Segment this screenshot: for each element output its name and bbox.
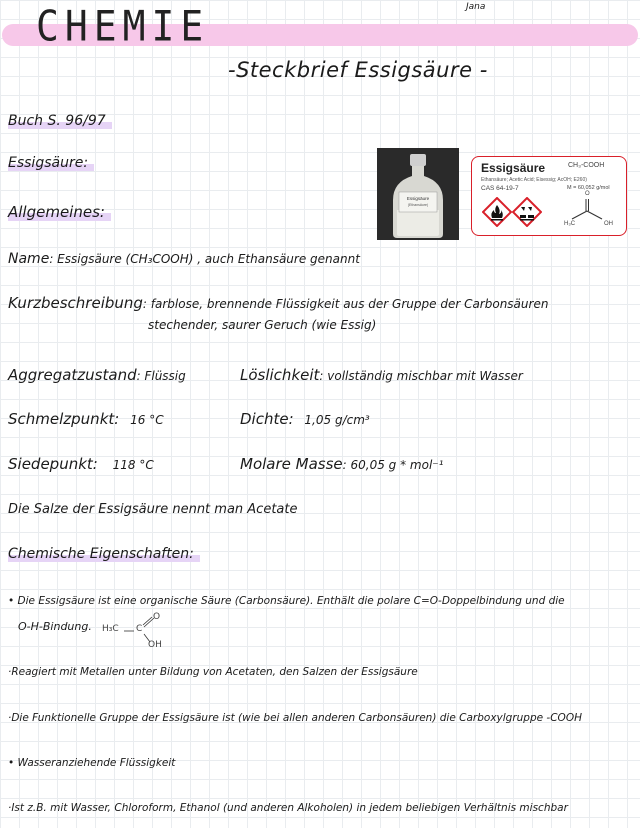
kurzbeschreibung-line bbox=[8, 294, 548, 312]
schmelzpunkt-value: 16 °C bbox=[130, 413, 164, 427]
siedepunkt-label: Siedepunkt: bbox=[8, 455, 98, 473]
bullet-metals: ·Reagiert mit Metallen unter Bildung von Acetaten, den Salzen der Essigsäure bbox=[8, 666, 418, 678]
schmelzpunkt-label: Schmelzpunkt: bbox=[8, 410, 120, 428]
section-chemische-eigenschaften: Chemische Eigenschaften: bbox=[8, 546, 200, 562]
card-synonyms: Ethansäure; Acetic Acid; Eisessig; AcOH; E260) bbox=[481, 177, 587, 183]
card-molar-mass: M = 60,052 g/mol bbox=[567, 185, 610, 191]
bottle-illustration bbox=[377, 148, 459, 240]
siedepunkt-value: 118 °C bbox=[112, 458, 154, 472]
bullet-oh-bond: O-H-Bindung. bbox=[18, 620, 92, 633]
substance-card bbox=[471, 156, 627, 236]
dichte-value: 1,05 g/cm³ bbox=[304, 413, 370, 427]
loeslichkeit-label: Löslichkeit bbox=[240, 366, 320, 384]
siedepunkt bbox=[8, 455, 154, 473]
author-name: Jana bbox=[466, 2, 486, 12]
section-essigsaeure: Essigsäure: bbox=[8, 155, 94, 171]
kurzbeschreibung-label: Kurzbeschreibung bbox=[8, 294, 143, 312]
kurzbeschreibung-line2: stechender, saurer Geruch (wie Essig) bbox=[148, 318, 377, 332]
bullet-organic-acid: • Die Essigsäure ist eine organische Säure (Carbonsäure). Enthält die polare C=O-Doppelbindung und die bbox=[8, 595, 565, 607]
bottle-label-name: Essigsäure bbox=[406, 196, 430, 201]
bottle-photo bbox=[377, 148, 459, 240]
name-value: : Essigsäure (CH₃COOH) , auch Ethansäure genannt bbox=[49, 252, 360, 266]
molare-masse-label: Molare Masse bbox=[240, 455, 343, 473]
aggregatzustand-value: : Flüssig bbox=[136, 369, 186, 383]
aggregatzustand-label: Aggregatzustand bbox=[8, 366, 137, 384]
page-title: CHEMIE bbox=[36, 1, 210, 51]
page-subtitle: -Steckbrief Essigsäure - bbox=[228, 58, 488, 82]
dichte-label: Dichte: bbox=[240, 410, 294, 428]
card-o: O bbox=[585, 191, 590, 197]
bullet-hygroscopic: • Wasseranziehende Flüssigkeit bbox=[8, 757, 176, 769]
structure-h3c: H₃C bbox=[102, 624, 119, 634]
structure-c: C bbox=[136, 624, 143, 634]
card-formula: CH₃-COOH bbox=[568, 162, 605, 169]
bullet-miscibility: ·Ist z.B. mit Wasser, Chloroform, Ethanol (und anderen Alkoholen) in jedem beliebigen Verhältnis mischbar bbox=[8, 802, 568, 814]
card-cas: CAS 64-19-7 bbox=[481, 185, 519, 192]
loeslichkeit bbox=[240, 366, 523, 384]
bottle-label-sub: (Ethansäure) bbox=[407, 203, 429, 207]
name-label: Name bbox=[8, 251, 50, 267]
loeslichkeit-value: : vollständig mischbar mit Wasser bbox=[319, 369, 523, 383]
flame-hazard-icon bbox=[482, 197, 512, 227]
structure-o: O bbox=[153, 612, 161, 622]
name-line bbox=[8, 251, 360, 267]
section-allgemeines: Allgemeines: bbox=[8, 203, 111, 221]
card-h3c: H₃C bbox=[564, 221, 576, 227]
salts-sentence: Die Salze der Essigsäure nennt man Acetate bbox=[8, 502, 298, 517]
molare-masse bbox=[240, 455, 443, 473]
dichte bbox=[240, 410, 370, 428]
kurzbeschreibung-value: : farblose, brennende Flüssigkeit aus der Gruppe der Carbonsäuren bbox=[142, 297, 549, 311]
card-oh: OH bbox=[604, 221, 613, 227]
book-reference: Buch S. 96/97 bbox=[8, 113, 112, 129]
aggregatzustand bbox=[8, 366, 186, 384]
schmelzpunkt bbox=[8, 410, 164, 428]
card-title: Essigsäure bbox=[481, 161, 546, 175]
bullet-functional-group: ·Die Funktionelle Gruppe der Essigsäure ist (wie bei allen anderen Carbonsäuren) die Carboxylgruppe -COOH bbox=[8, 712, 582, 724]
corrosive-hazard-icon bbox=[512, 197, 542, 227]
molare-masse-value: : 60,05 g * mol⁻¹ bbox=[342, 458, 444, 472]
structure-oh: OH bbox=[148, 640, 162, 650]
